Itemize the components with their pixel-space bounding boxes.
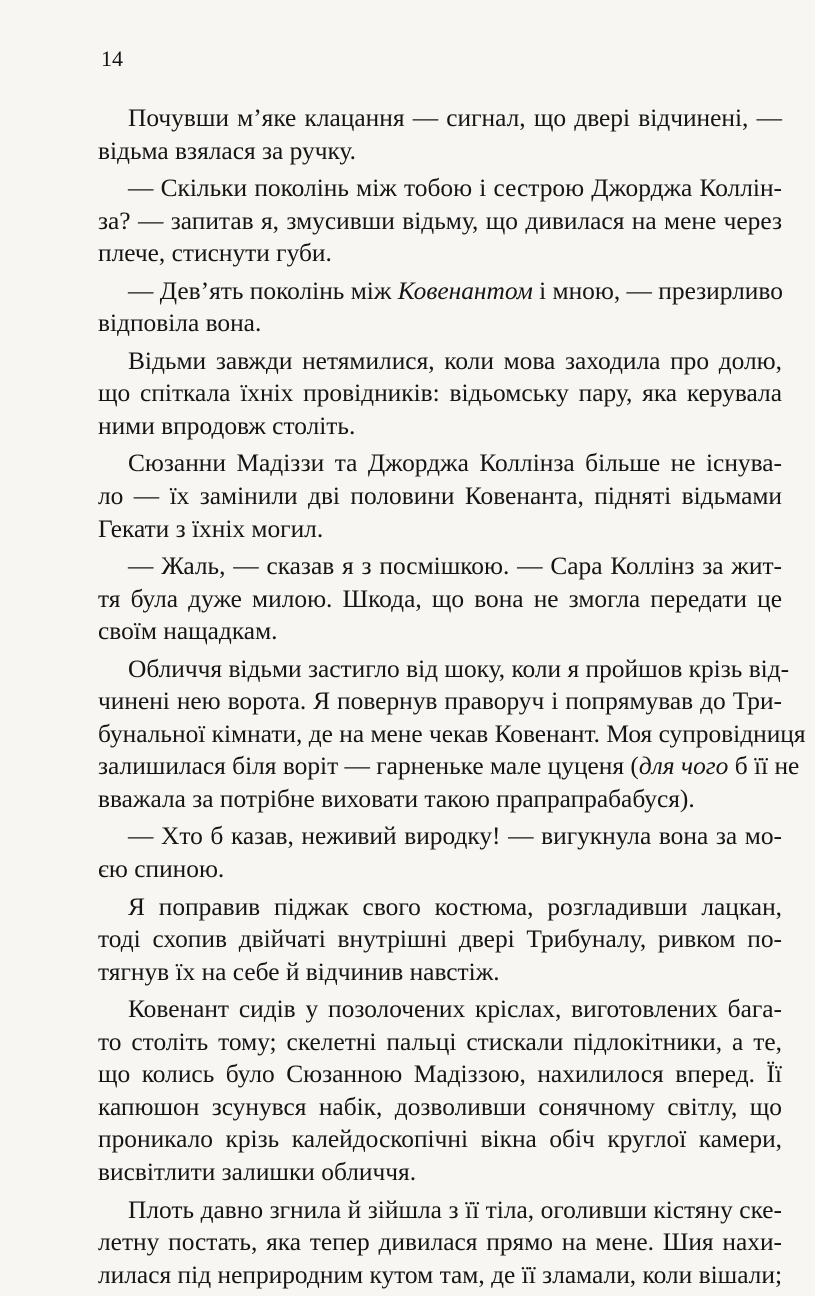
text-fragment: і мною, — презирливо bbox=[532, 276, 783, 305]
text-line: Гекати з їхніх могил. bbox=[98, 514, 324, 543]
text-fragment: залишилася біля воріт — гарненьке мале цуценя ( bbox=[98, 752, 639, 781]
text-line: Сюзанни Мадіззи та Джорджа Коллінза більше не існува- bbox=[128, 449, 782, 478]
paragraph-9 bbox=[98, 891, 782, 989]
text-line: відьма взялася за ручку. bbox=[98, 136, 356, 165]
text-line: ло — їх замінили дві половини Ковенанта, підняті відьмами bbox=[98, 482, 782, 511]
text-line: — Скільки поколінь між тобою і сестрою Джорджа Коллін- bbox=[128, 174, 782, 203]
paragraph-10 bbox=[98, 993, 782, 1188]
text-line: тоді схопив двійчаті внутрішні двері Трибуналу, ривком по- bbox=[98, 925, 782, 954]
text-line: Ковенант сидів у позолочених кріслах, виготовлених бага- bbox=[128, 995, 782, 1024]
text-line: єю спиною. bbox=[98, 855, 225, 884]
text-line: висвітлити залишки обличчя. bbox=[98, 1157, 417, 1186]
text-line bbox=[98, 275, 782, 308]
text-fragment: — Дев’ять поколінь між bbox=[128, 276, 398, 305]
text-line: Я поправив піджак свого костюма, розгладивши лацкан, bbox=[128, 892, 782, 921]
text-line: летну постать, яка тепер дивилася прямо на мене. Шия нахи- bbox=[98, 1228, 782, 1257]
paragraph-6 bbox=[98, 550, 782, 648]
text-line: ними впродовж століть. bbox=[98, 411, 356, 440]
paragraph-5 bbox=[98, 447, 782, 545]
text-line: тя була дуже милою. Шкода, що вона не змогла передати це bbox=[98, 584, 782, 613]
text-line: за? — запитав я, змусивши відьму, що дивилася на мене через bbox=[98, 206, 782, 235]
text-line: чинені нею ворота. Я повернув праворуч і попрямував до Три- bbox=[98, 687, 782, 716]
text-line: тягнув їх на себе й відчинив навстіж. bbox=[98, 957, 500, 986]
text-line: капюшон зсунувся набік, дозволивши сонячному світлу, що bbox=[98, 1092, 782, 1121]
text-line: що колись було Сюзанною Мадіззою, нахилилося вперед. Її bbox=[98, 1060, 782, 1089]
text-line: бунальної кімнати, де на мене чекав Ковенант. Моя супровідниця bbox=[98, 719, 806, 748]
text-line: — Жаль, — сказав я з посмішкою. — Сара Коллінз за жит- bbox=[128, 552, 782, 581]
text-line bbox=[98, 750, 800, 783]
text-line: то століть тому; скелетні пальці стискали підлокітники, а те, bbox=[98, 1027, 782, 1056]
paragraph-3 bbox=[98, 275, 782, 340]
italic-term: Ковенантом bbox=[397, 276, 533, 305]
text-line: своїм нащадкам. bbox=[98, 617, 278, 646]
text-line: проникало крізь калейдоскопічні вікна обіч круглої камери, bbox=[98, 1125, 782, 1154]
body-text bbox=[98, 102, 806, 1296]
text-line: плече, стиснути губи. bbox=[98, 239, 332, 268]
text-line: — Хто б казав, неживий виродку! — вигукнула вона за мо- bbox=[128, 822, 782, 851]
page-number: 14 bbox=[101, 46, 123, 71]
paragraph-4 bbox=[98, 345, 782, 443]
text-line: Почувши м’яке клацання — сигнал, що двері відчинені, — bbox=[128, 104, 782, 132]
paragraph-2 bbox=[98, 172, 782, 270]
paragraph-1 bbox=[98, 102, 782, 167]
text-line: Плоть давно згнила й зійшла з її тіла, оголивши кістяну ске- bbox=[128, 1195, 782, 1224]
text-line: що спіткала їхніх провідників: відьомську пару, яка керувала bbox=[98, 379, 782, 408]
paragraph-7 bbox=[98, 653, 806, 816]
text-line: лилася під неприродним кутом там, де її зламали, коли вішали; bbox=[98, 1260, 782, 1289]
italic-phrase: для чого bbox=[638, 752, 729, 781]
text-line: відповіла вона. bbox=[98, 309, 262, 338]
text-line: Відьми завжди нетямилися, коли мова заходила про долю, bbox=[128, 346, 782, 375]
text-line: Обличчя відьми застигло від шоку, коли я пройшов крізь від- bbox=[128, 654, 790, 683]
text-line: вважала за потрібне виховати такою прапрапрабабуся). bbox=[98, 784, 695, 813]
paragraph-11 bbox=[98, 1194, 782, 1292]
paragraph-8 bbox=[98, 820, 782, 885]
text-fragment: б її не bbox=[728, 752, 800, 781]
